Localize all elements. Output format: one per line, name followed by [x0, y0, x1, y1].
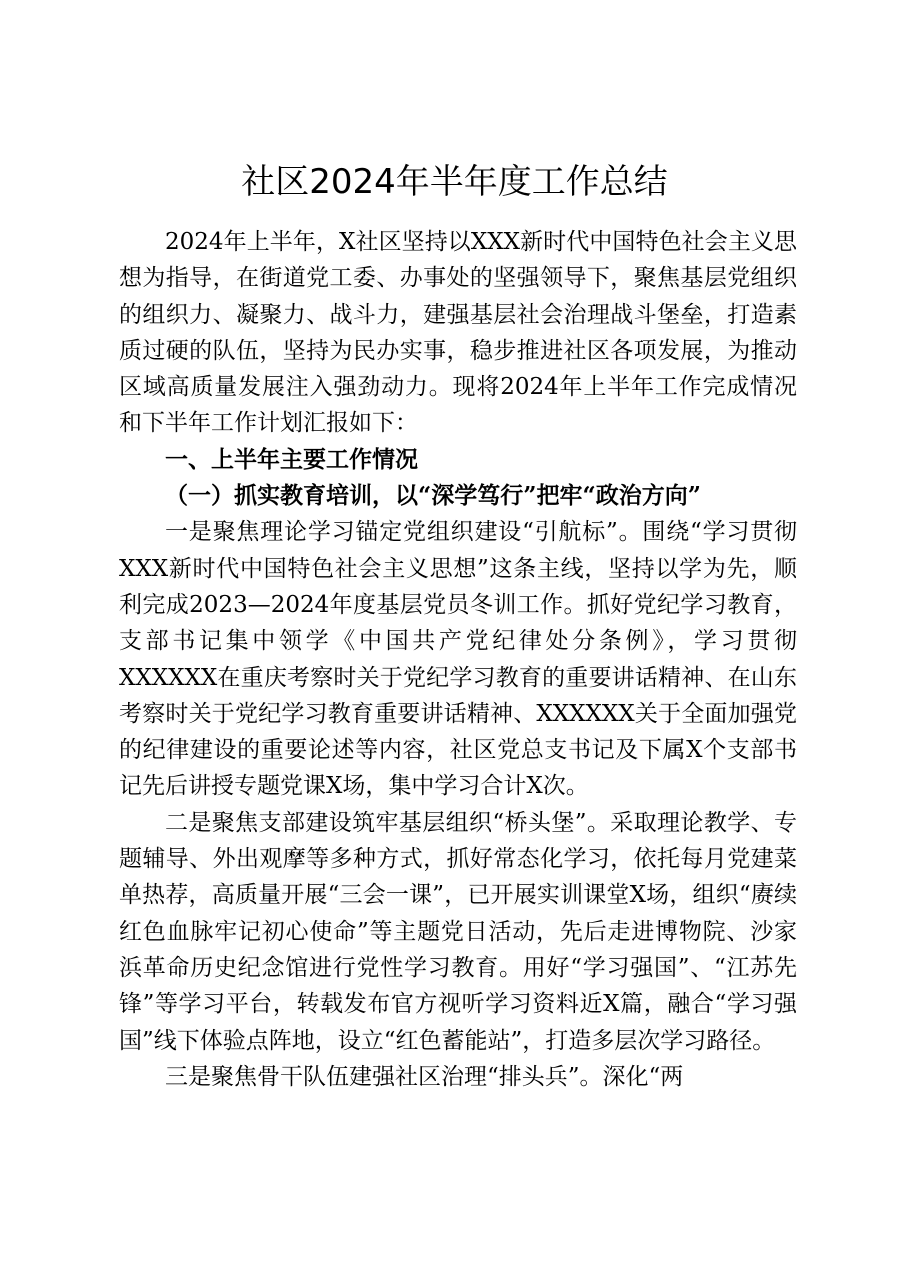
section-heading: 一、上半年主要工作情况 [165, 446, 418, 473]
body-paragraph-1: 一是聚焦理论学习锚定党组织建设“引航标”。围绕“学习贯彻XXX新时代中国特色社会主义思想”这条主线，坚持以学为先，顺利完成2023—2024年度基层党员冬训工作。抓好党纪学习教育，支部书记集中领学《中国共产党纪律处分条例》，学习贯彻XXXXXX在重庆考察时关于党纪学习教育的重要讲话精神、在山东考察时关于党纪学习教育重要讲话精神、XXXXXX关于全面加强党的纪律建设的重要论述等内容，社区党总支书记及下属X个支部书记先后讲授专题党课X场，集中学习合计X次。 [119, 519, 797, 800]
body-paragraph-3: 三是聚焦骨干队伍建强社区治理“排头兵”。深化“两 [165, 1063, 684, 1090]
intro-paragraph: 2024年上半年，X社区坚持以XXX新时代中国特色社会主义思想为指导，在街道党工委、办事处的坚强领导下，聚焦基层党组织的组织力、凝聚力、战斗力，建强基层社会治理战斗堡垒，打造素质过硬的队伍，坚持为民办实事，稳步推进社区各项发展，为推动区域高质量发展注入强劲动力。现将2024年上半年工作完成情况和下半年工作计划汇报如下： [119, 229, 797, 437]
subsection-heading: （一）抓实教育培训，以“深学笃行”把牢“政治方向” [165, 482, 701, 510]
body-paragraph-2: 二是聚焦支部建设筑牢基层组织“桥头堡”。采取理论教学、专题辅导、外出观摩等多种方式，抓好常态化学习，依托每月党建菜单热荐，高质量开展“三会一课”，已开展实训课堂X场，组织“赓续红色血脉牢记初心使命”等主题党日活动，先后走进博物院、沙家浜革命历史纪念馆进行党性学习教育。用好“学习强国”、“江苏先锋”等学习平台，转载发布官方视听学习资料近X篇，融合“学习强国”线下体验点阵地，设立“红色蓄能站”，打造多层次学习路径。 [119, 809, 797, 1054]
document-title: 社区2024年半年度工作总结 [241, 162, 668, 202]
document-body [119, 224, 797, 1095]
